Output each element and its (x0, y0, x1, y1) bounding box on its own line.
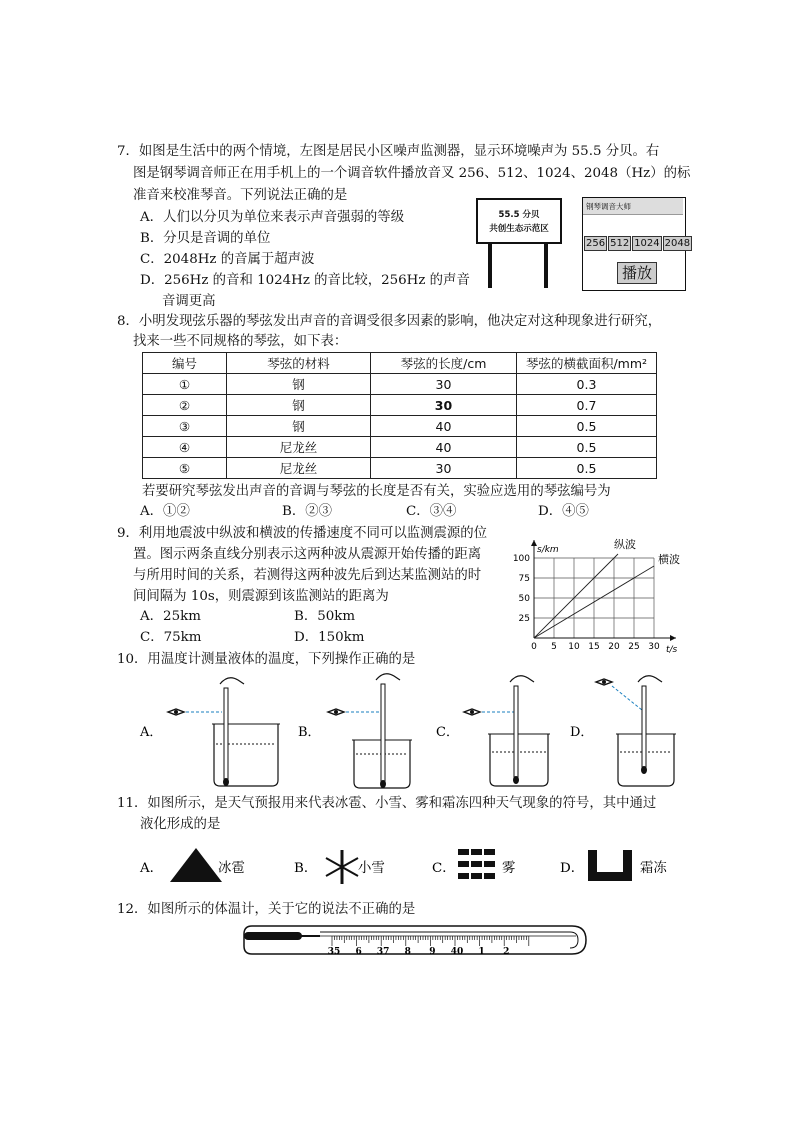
q8-option-d: D．④⑤ (538, 504, 589, 519)
header-material: 琴弦的材料 (227, 353, 371, 374)
y-tick-label: 75 (518, 574, 530, 584)
thermometer-scale-label: 2 (503, 947, 510, 957)
table-row (143, 374, 657, 395)
q9-stem-line4: 间间隔为 10s，则震源到该监测站的距离为 (133, 589, 389, 604)
cell-area: 0.5 (517, 416, 657, 437)
thermometer-scale-label: 8 (404, 947, 411, 957)
q8-option-b: B．②③ (282, 504, 333, 519)
table-row (143, 437, 657, 458)
series-label-longitudinal: 纵波 (614, 538, 636, 551)
thermometer-scale-label: 1 (478, 947, 485, 957)
fog-label: 雾 (502, 861, 516, 876)
frost-label: 霜冻 (640, 861, 667, 876)
x-axis-arrow (670, 635, 676, 641)
q7-option-c: C．2048Hz 的音属于超声波 (140, 252, 315, 267)
cell-number: ④ (143, 437, 227, 458)
clinical-thermometer-figure (240, 922, 590, 958)
cell-number: ② (143, 395, 227, 416)
q8-option-c: C．③④ (406, 504, 457, 519)
play-button[interactable]: 播放 (617, 262, 657, 284)
freq-button-2048[interactable]: 2048 (664, 238, 691, 249)
thermometer-scale-label: 35 (327, 947, 341, 957)
y-tick-label: 50 (518, 594, 530, 604)
setup-d (596, 676, 676, 786)
q10-label-b: B． (298, 725, 321, 740)
q10-label-c: C． (436, 725, 459, 740)
cell-length: 40 (371, 437, 517, 458)
q9-option-c: C．75km (140, 630, 202, 645)
snow-label: 小雪 (358, 861, 385, 876)
q8-stem-line2: 找来一些不同规格的琴弦，如下表： (133, 334, 348, 349)
q8-option-a: A．①② (140, 504, 190, 519)
noise-monitor-figure (476, 198, 564, 290)
weather-symbols-figure (130, 840, 690, 890)
cell-area: 0.5 (517, 437, 657, 458)
x-tick-label: 10 (568, 642, 580, 652)
q7-option-d-cont: 音调更高 (162, 294, 216, 309)
x-tick-label: 25 (628, 642, 640, 652)
y-tick-label: 100 (512, 554, 530, 564)
cell-area: 0.5 (517, 458, 657, 479)
q11-label-c: C． (432, 861, 456, 876)
q11-label-d: D． (560, 861, 585, 876)
cell-material: 钢 (227, 416, 371, 437)
fog-symbol-icon (458, 849, 495, 879)
x-tick-label: 20 (608, 642, 620, 652)
q10-label-a: A． (140, 725, 163, 740)
q7-stem-line2: 图是钢琴调音师正在用手机上的一个调音软件播放音叉 256、512、1024、2048（Hz）的标 (133, 166, 691, 181)
setup-a (168, 678, 280, 786)
cell-number: ③ (143, 416, 227, 437)
header-area: 琴弦的横截面积/mm² (517, 353, 657, 374)
series-label-transverse: 横波 (658, 553, 680, 566)
x-tick-label: 30 (648, 642, 660, 652)
cell-material: 尼龙丝 (227, 437, 371, 458)
q9-stem-line2: 置。图示两条直线分别表示这两种波从震源开始传播的距离 (133, 547, 482, 562)
x-axis-label: t/s (666, 645, 678, 655)
table-row (143, 416, 657, 437)
y-axis-label: s/km (537, 545, 559, 555)
cell-material: 钢 (227, 374, 371, 395)
cell-material: 尼龙丝 (227, 458, 371, 479)
hail-symbol-icon (170, 848, 222, 882)
x-tick-label: 0 (531, 642, 537, 652)
y-tick-label: 25 (518, 614, 530, 624)
thermometer-scale-label: 40 (450, 947, 464, 957)
monitor-caption: 共创生态示范区 (489, 224, 549, 234)
cell-area: 0.7 (517, 395, 657, 416)
q12-stem: 12．如图所示的体温计，关于它的说法不正确的是 (117, 902, 416, 917)
cell-material: 钢 (227, 395, 371, 416)
q11-stem-line2: 液化形成的是 (140, 817, 221, 832)
hail-label: 冰雹 (218, 861, 245, 876)
q7-stem-line3: 准音来校准琴音。下列说法正确的是 (133, 188, 348, 203)
cell-length: 40 (371, 416, 517, 437)
q7-option-b: B．分贝是音调的单位 (140, 231, 271, 246)
q8-question: 若要研究琴弦发出声音的音调与琴弦的长度是否有关，实验应选用的琴弦编号为 (142, 484, 611, 499)
series-line-longitudinal (534, 554, 618, 638)
cell-length: 30 (371, 458, 517, 479)
table-header-row (143, 353, 657, 374)
tuning-app-screen (582, 197, 691, 291)
q7-option-d: D．256Hz 的音和 1024Hz 的音比较，256Hz 的声音 (140, 273, 470, 288)
q9-option-d: D．150km (294, 630, 365, 645)
q7-stem-line1: 7．如图是生活中的两个情境，左图是居民小区噪声监测器，显示环境噪声为 55.5 分贝。右 (117, 144, 660, 159)
thermometer-scale-label: 6 (355, 947, 362, 957)
q9-stem-line1: 9．利用地震波中纵波和横波的传播速度不同可以监测震源的位 (117, 526, 488, 541)
q11-stem-line1: 11．如图所示，是天气预报用来代表冰雹、小雪、雾和霜冻四种天气现象的符号，其中通过 (117, 796, 657, 811)
cell-length: 30 (371, 395, 517, 416)
setup-c (464, 676, 550, 786)
x-tick-label: 15 (588, 642, 600, 652)
freq-button-512[interactable]: 512 (610, 238, 630, 249)
q7-option-a: A．人们以分贝为单位来表示声音强弱的等级 (140, 210, 405, 225)
freq-button-256[interactable]: 256 (586, 238, 606, 249)
q11-label-b: B． (294, 861, 318, 876)
string-spec-table (142, 352, 657, 479)
q9-stem-line3: 与所用时间的关系，若测得这两种波先后到达某监测站的时 (133, 568, 482, 583)
light-snow-symbol-icon (326, 850, 358, 884)
q9-option-b: B．50km (294, 609, 356, 624)
table-row (143, 458, 657, 479)
x-tick-label: 5 (551, 642, 557, 652)
thermometer-scale-label: 37 (376, 947, 390, 957)
cell-area: 0.3 (517, 374, 657, 395)
setup-b (328, 674, 412, 788)
q9-option-a: A．25km (140, 609, 201, 624)
cell-number: ⑤ (143, 458, 227, 479)
q10-label-d: D． (570, 725, 594, 740)
thermometer-reading-figure (130, 672, 690, 790)
q11-label-a: A． (140, 861, 164, 876)
q10-stem: 10．用温度计测量液体的温度，下列操作正确的是 (117, 652, 416, 667)
monitor-reading: 55.5 分贝 (498, 210, 540, 220)
frost-symbol-icon (588, 850, 632, 881)
q8-stem-line1: 8．小明发现弦乐器的琴弦发出声音的音调受很多因素的影响，他决定对这种现象进行研究， (117, 314, 662, 329)
tuning-app-title: 钢琴调音大师 (583, 198, 683, 215)
freq-button-1024[interactable]: 1024 (634, 238, 660, 249)
header-length: 琴弦的长度/cm (371, 353, 517, 374)
seismic-wave-chart (510, 530, 690, 658)
cell-length: 30 (371, 374, 517, 395)
thermometer-scale-label: 9 (429, 947, 436, 957)
header-number: 编号 (143, 353, 227, 374)
cell-number: ① (143, 374, 227, 395)
table-row (143, 395, 657, 416)
